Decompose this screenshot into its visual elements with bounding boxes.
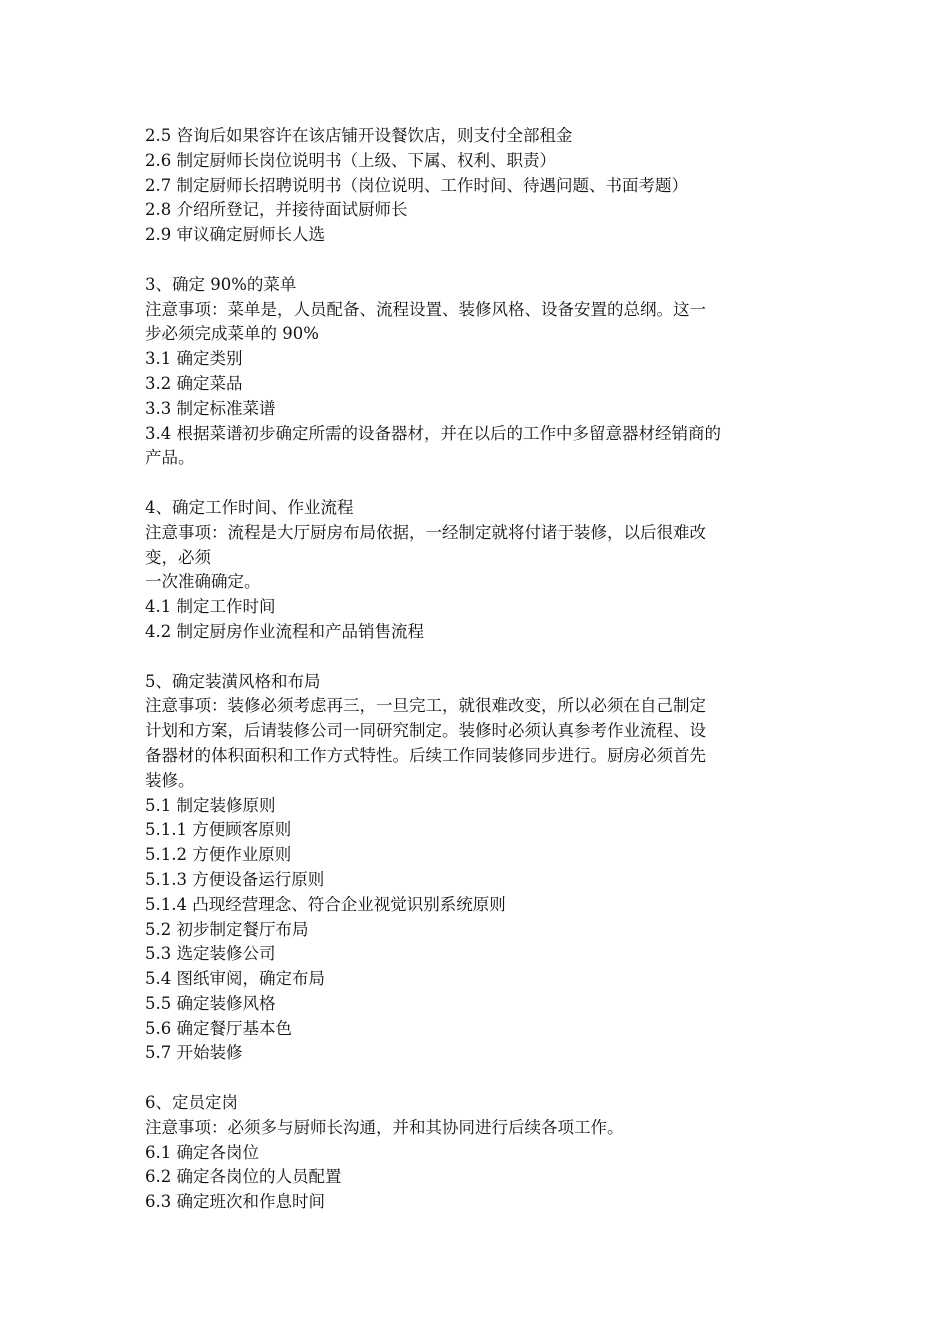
section-heading: 5、确定装潢风格和布局 xyxy=(145,671,321,691)
text-line: 5.4 图纸审阅，确定布局 xyxy=(145,969,325,989)
note-text: 备器材的体积面积和工作方式特性。后续工作同装修同步进行。厨房必须首先 xyxy=(145,745,706,765)
blank-line xyxy=(145,471,810,496)
text-line: 5.1.4 凸现经营理念、符合企业视觉识别系统原则 xyxy=(145,894,506,914)
text-line: 2.5 咨询后如果容许在该店铺开设餐饮店，则支付全部租金 xyxy=(145,126,573,145)
note-text: 注意事项：流程是大厅厨房布局依据，一经制定就将付诸于装修，以后很难改 xyxy=(145,522,706,542)
note-text: 注意事项：必须多与厨师长沟通，并和其协同进行后续各项工作。 xyxy=(145,1117,624,1137)
text-line: 5.5 确定装修风格 xyxy=(145,993,276,1013)
note-text: 步必须完成菜单的 90% xyxy=(145,324,319,344)
document-body xyxy=(145,124,810,1215)
text-line: 3.3 制定标准菜谱 xyxy=(145,398,276,418)
text-line: 5.7 开始装修 xyxy=(145,1043,243,1063)
text-line: 6.1 确定各岗位 xyxy=(145,1142,259,1162)
note-text: 一次准确确定。 xyxy=(145,572,261,592)
text-line: 5.1.2 方便作业原则 xyxy=(145,845,292,865)
blank-line xyxy=(145,645,810,670)
text-line: 3.2 确定菜品 xyxy=(145,373,243,393)
text-line: 6.3 确定班次和作息时间 xyxy=(145,1192,325,1212)
text-line: 5.6 确定餐厅基本色 xyxy=(145,1018,292,1038)
text-line: 3.4 根据菜谱初步确定所需的设备器材，并在以后的工作中多留意器材经销商的 xyxy=(145,423,721,443)
text-line: 产品。 xyxy=(145,448,195,468)
blank-line xyxy=(145,248,810,273)
text-line: 2.7 制定厨师长招聘说明书（岗位说明、工作时间、待遇问题、书面考题） xyxy=(145,175,688,195)
blank-line xyxy=(145,1066,810,1091)
section-heading: 6、定员定岗 xyxy=(145,1093,238,1113)
note-text: 计划和方案，后请装修公司一同研究制定。装修时必须认真参考作业流程、设 xyxy=(145,721,706,741)
note-text: 变，必须 xyxy=(145,547,211,567)
text-line: 2.6 制定厨师长岗位说明书（上级、下属、权利、职责） xyxy=(145,150,556,170)
text-line: 5.2 初步制定餐厅布局 xyxy=(145,919,309,939)
text-line: 2.9 审议确定厨师长人选 xyxy=(145,225,325,245)
note-text: 注意事项：装修必须考虑再三，一旦完工，就很难改变，所以必须在自己制定 xyxy=(145,696,706,716)
note-text: 装修。 xyxy=(145,770,195,790)
text-line: 2.8 介绍所登记，并接待面试厨师长 xyxy=(145,200,408,220)
text-line: 5.1.3 方便设备运行原则 xyxy=(145,869,325,889)
text-line: 6.2 确定各岗位的人员配置 xyxy=(145,1167,342,1187)
text-line: 3.1 确定类别 xyxy=(145,349,243,369)
text-line: 5.3 选定装修公司 xyxy=(145,944,276,964)
text-line: 4.2 制定厨房作业流程和产品销售流程 xyxy=(145,621,424,641)
text-line: 5.1.1 方便顾客原则 xyxy=(145,820,292,840)
text-line: 4.1 制定工作时间 xyxy=(145,597,276,617)
section-heading: 3、确定 90%的菜单 xyxy=(145,274,297,294)
note-text: 注意事项：菜单是，人员配备、流程设置、装修风格、设备安置的总纲。这一 xyxy=(145,299,706,319)
section-heading: 4、确定工作时间、作业流程 xyxy=(145,497,354,517)
text-line: 5.1 制定装修原则 xyxy=(145,795,276,815)
